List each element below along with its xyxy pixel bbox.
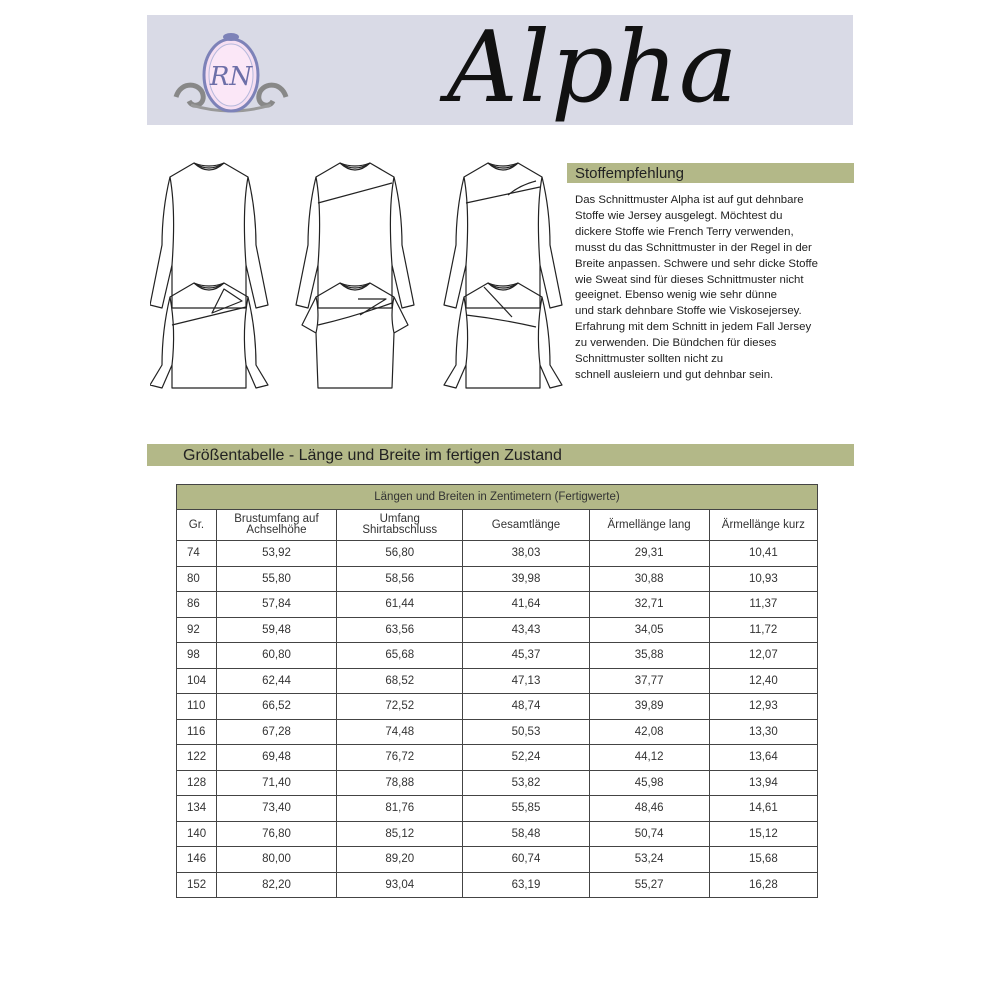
size-cell: 80 bbox=[177, 566, 217, 592]
table-row bbox=[177, 796, 818, 822]
size-cell: 110 bbox=[177, 694, 217, 720]
column-header-text: Ärmellänge lang bbox=[607, 518, 691, 531]
table-row bbox=[177, 617, 818, 643]
value-cell: 35,88 bbox=[589, 643, 709, 669]
value-cell: 39,98 bbox=[463, 566, 589, 592]
value-cell: 12,07 bbox=[709, 643, 817, 669]
value-cell: 78,88 bbox=[337, 770, 463, 796]
table-row bbox=[177, 592, 818, 618]
value-cell: 32,71 bbox=[589, 592, 709, 618]
column-header bbox=[337, 510, 463, 541]
value-cell: 58,56 bbox=[337, 566, 463, 592]
value-cell: 47,13 bbox=[463, 668, 589, 694]
value-cell: 42,08 bbox=[589, 719, 709, 745]
value-cell: 93,04 bbox=[337, 872, 463, 898]
value-cell: 14,61 bbox=[709, 796, 817, 822]
fabric-line: Das Schnittmuster Alpha ist auf gut dehnbare bbox=[575, 194, 804, 206]
value-cell: 53,24 bbox=[589, 847, 709, 873]
fabric-description bbox=[575, 193, 875, 384]
size-section-title: Größentabelle - Länge und Breite im fertigen Zustand bbox=[183, 447, 562, 464]
value-cell: 76,72 bbox=[337, 745, 463, 771]
size-cell: 128 bbox=[177, 770, 217, 796]
value-cell: 13,30 bbox=[709, 719, 817, 745]
value-cell: 89,20 bbox=[337, 847, 463, 873]
value-cell: 52,24 bbox=[463, 745, 589, 771]
table-row bbox=[177, 872, 818, 898]
fabric-line: zu verwenden. Die Bündchen für dieses bbox=[575, 337, 777, 350]
value-cell: 72,52 bbox=[337, 694, 463, 720]
column-header bbox=[589, 510, 709, 541]
table-caption-row bbox=[177, 485, 818, 510]
column-header bbox=[177, 510, 217, 541]
value-cell: 11,37 bbox=[709, 592, 817, 618]
value-cell: 60,74 bbox=[463, 847, 589, 873]
value-cell: 15,12 bbox=[709, 821, 817, 847]
value-cell: 45,37 bbox=[463, 643, 589, 669]
size-cell: 122 bbox=[177, 745, 217, 771]
value-cell: 38,03 bbox=[463, 541, 589, 567]
column-header bbox=[463, 510, 589, 541]
value-cell: 63,56 bbox=[337, 617, 463, 643]
value-cell: 56,80 bbox=[337, 541, 463, 567]
column-header-text: Gesamtlänge bbox=[491, 518, 561, 531]
column-header-text: Shirtabschluss bbox=[362, 524, 438, 536]
value-cell: 12,40 bbox=[709, 668, 817, 694]
size-cell: 116 bbox=[177, 719, 217, 745]
table-row bbox=[177, 566, 818, 592]
value-cell: 59,48 bbox=[216, 617, 336, 643]
column-header-text: Umfang bbox=[379, 513, 420, 525]
value-cell: 66,52 bbox=[216, 694, 336, 720]
fabric-line: dickere Stoffe wie French Terry verwenden, bbox=[575, 225, 794, 238]
value-cell: 65,68 bbox=[337, 643, 463, 669]
shirt-illustrations bbox=[150, 155, 570, 395]
value-cell: 11,72 bbox=[709, 617, 817, 643]
table-row bbox=[177, 694, 818, 720]
fabric-line: Erfahrung mit dem Schnitt in jedem Fall Jersey bbox=[575, 321, 812, 334]
value-cell: 58,48 bbox=[463, 821, 589, 847]
value-cell: 10,93 bbox=[709, 566, 817, 592]
table-row bbox=[177, 541, 818, 567]
value-cell: 76,80 bbox=[216, 821, 336, 847]
size-cell: 140 bbox=[177, 821, 217, 847]
size-table bbox=[176, 484, 818, 898]
pattern-title: Alpha bbox=[447, 11, 739, 125]
value-cell: 61,44 bbox=[337, 592, 463, 618]
value-cell: 37,77 bbox=[589, 668, 709, 694]
value-cell: 82,20 bbox=[216, 872, 336, 898]
value-cell: 16,28 bbox=[709, 872, 817, 898]
size-table-body bbox=[177, 541, 818, 898]
table-row bbox=[177, 847, 818, 873]
value-cell: 34,05 bbox=[589, 617, 709, 643]
value-cell: 60,80 bbox=[216, 643, 336, 669]
value-cell: 30,88 bbox=[589, 566, 709, 592]
column-header bbox=[709, 510, 817, 541]
value-cell: 53,92 bbox=[216, 541, 336, 567]
size-cell: 98 bbox=[177, 643, 217, 669]
shirt-v-yoke-icon bbox=[444, 283, 562, 388]
logo-monogram: RN bbox=[209, 62, 253, 92]
table-row bbox=[177, 770, 818, 796]
value-cell: 10,41 bbox=[709, 541, 817, 567]
value-cell: 62,44 bbox=[216, 668, 336, 694]
size-cell: 134 bbox=[177, 796, 217, 822]
column-header-text: Ärmellänge kurz bbox=[721, 518, 805, 531]
fabric-line: und stark dehnbare Stoffe wie Viskosejersey. bbox=[575, 305, 802, 318]
value-cell: 43,43 bbox=[463, 617, 589, 643]
value-cell: 74,48 bbox=[337, 719, 463, 745]
value-cell: 55,27 bbox=[589, 872, 709, 898]
table-row bbox=[177, 745, 818, 771]
value-cell: 45,98 bbox=[589, 770, 709, 796]
fabric-title: Stoffempfehlung bbox=[575, 165, 684, 182]
size-cell: 152 bbox=[177, 872, 217, 898]
value-cell: 55,80 bbox=[216, 566, 336, 592]
value-cell: 53,82 bbox=[463, 770, 589, 796]
fabric-line: wie Sweat sind für dieses Schnittmuster nicht bbox=[575, 273, 804, 286]
value-cell: 81,76 bbox=[337, 796, 463, 822]
shirt-chest-yoke-icon bbox=[150, 283, 268, 388]
value-cell: 48,74 bbox=[463, 694, 589, 720]
value-cell: 44,12 bbox=[589, 745, 709, 771]
fabric-line: geeignet. Ebenso wenig wie sehr dünne bbox=[575, 289, 778, 302]
value-cell: 48,46 bbox=[589, 796, 709, 822]
value-cell: 15,68 bbox=[709, 847, 817, 873]
column-header-text: Brustumfang auf bbox=[234, 513, 319, 525]
fabric-line: Schnittmuster sollten nicht zu bbox=[575, 353, 724, 366]
value-cell: 39,89 bbox=[589, 694, 709, 720]
column-header-text: Gr. bbox=[188, 518, 205, 531]
value-cell: 13,64 bbox=[709, 745, 817, 771]
fabric-line: musst du das Schnittmuster in der Regel in der bbox=[575, 241, 812, 254]
value-cell: 57,84 bbox=[216, 592, 336, 618]
table-row bbox=[177, 719, 818, 745]
value-cell: 13,94 bbox=[709, 770, 817, 796]
value-cell: 29,31 bbox=[589, 541, 709, 567]
value-cell: 41,64 bbox=[463, 592, 589, 618]
size-cell: 146 bbox=[177, 847, 217, 873]
value-cell: 12,93 bbox=[709, 694, 817, 720]
value-cell: 68,52 bbox=[337, 668, 463, 694]
fabric-line: Breite anpassen. Schwere und sehr dicke Stoffe bbox=[575, 257, 818, 270]
value-cell: 67,28 bbox=[216, 719, 336, 745]
value-cell: 85,12 bbox=[337, 821, 463, 847]
header-banner bbox=[147, 11, 853, 125]
column-header-text: Achselhöhe bbox=[246, 524, 307, 536]
fabric-line: Stoffe wie Jersey ausgelegt. Möchtest du bbox=[575, 209, 783, 222]
value-cell: 80,00 bbox=[216, 847, 336, 873]
value-cell: 69,48 bbox=[216, 745, 336, 771]
table-header-row bbox=[177, 510, 818, 541]
size-cell: 92 bbox=[177, 617, 217, 643]
value-cell: 50,53 bbox=[463, 719, 589, 745]
size-cell: 74 bbox=[177, 541, 217, 567]
value-cell: 55,85 bbox=[463, 796, 589, 822]
table-caption: Längen und Breiten in Zentimetern (Fertigwerte) bbox=[177, 485, 818, 510]
rn-logo bbox=[171, 25, 291, 120]
fabric-line: schnell ausleiern und gut dehnbar sein. bbox=[575, 368, 774, 381]
value-cell: 63,19 bbox=[463, 872, 589, 898]
column-header bbox=[216, 510, 336, 541]
value-cell: 50,74 bbox=[589, 821, 709, 847]
value-cell: 71,40 bbox=[216, 770, 336, 796]
value-cell: 73,40 bbox=[216, 796, 336, 822]
table-row bbox=[177, 643, 818, 669]
size-cell: 86 bbox=[177, 592, 217, 618]
size-cell: 104 bbox=[177, 668, 217, 694]
table-row bbox=[177, 821, 818, 847]
table-row bbox=[177, 668, 818, 694]
